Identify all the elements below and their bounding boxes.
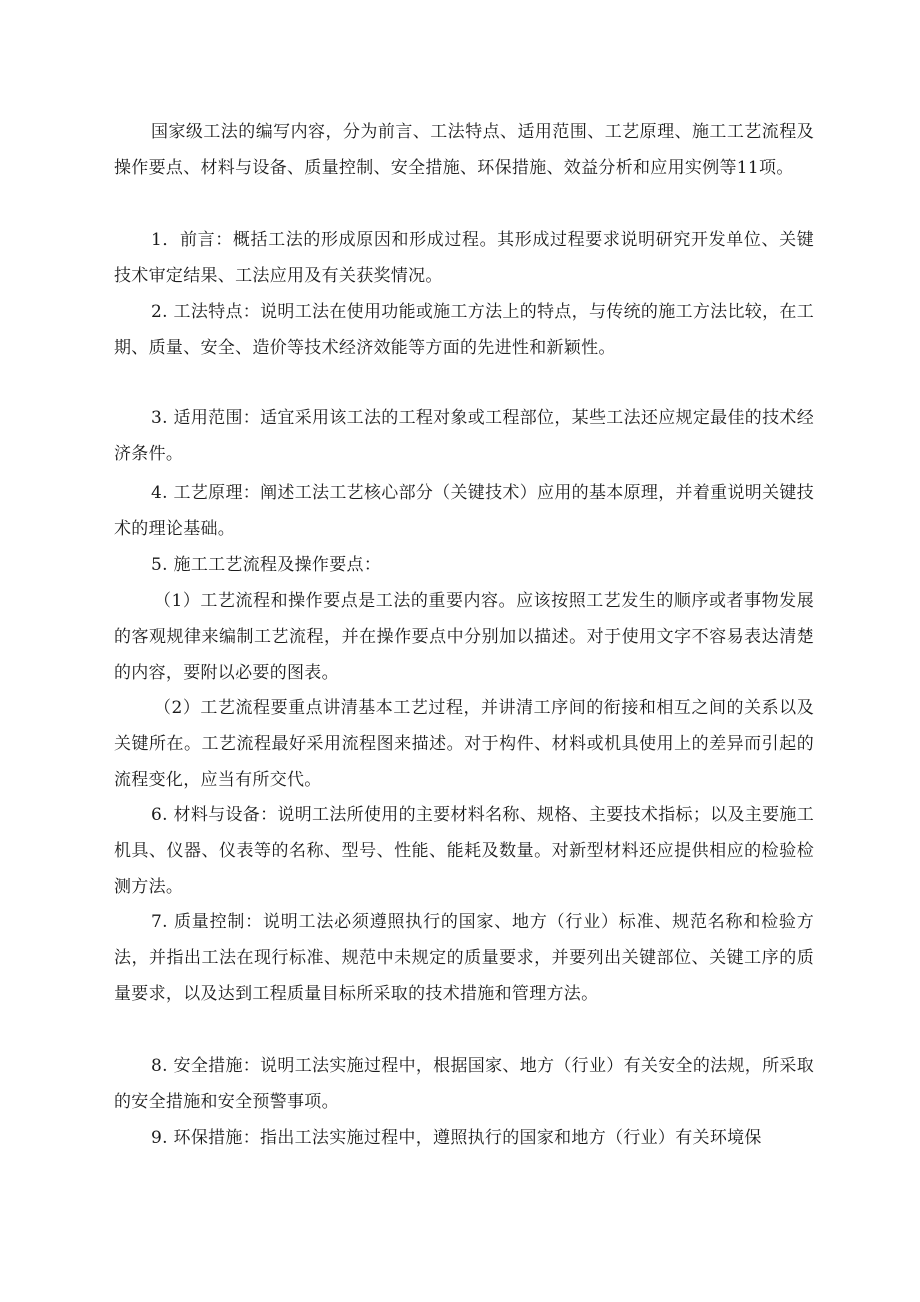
section-7-quality: 7. 质量控制：说明工法必须遵照执行的国家、地方（行业）标准、规范名称和检验方法，并指出工法在现行标准、规范中未规定的质量要求，并要列出关键部位、关键工序的质量要求，以及达到工程质量目标所采取的技术措施和管理方法。 (114, 912, 814, 1004)
intro-paragraph: 国家级工法的编写内容，分为前言、工法特点、适用范围、工艺原理、施工工艺流程及操作要点、材料与设备、质量控制、安全措施、环保措施、效益分析和应用实例等11项。 (114, 122, 814, 178)
section-5-item-2: （2）工艺流程要重点讲清基本工艺过程，并讲清工序间的衔接和相互之间的关系以及关键所在。工艺流程最好采用流程图来描述。对于构件、材料或机具使用上的差异而引起的流程变化，应当有所交代。 (114, 698, 814, 790)
section-5-heading: 5. 施工工艺流程及操作要点： (151, 555, 382, 575)
section-1-preface: 1．前言：概括工法的形成原因和形成过程。其形成过程要求说明研究开发单位、关键技术审定结果、工法应用及有关获奖情况。 (114, 230, 814, 286)
section-8-safety: 8. 安全措施：说明工法实施过程中，根据国家、地方（行业）有关安全的法规，所采取的安全措施和安全预警事项。 (114, 1056, 814, 1112)
section-2-features: 2. 工法特点：说明工法在使用功能或施工方法上的特点，与传统的施工方法比较，在工期、质量、安全、造价等技术经济效能等方面的先进性和新颖性。 (114, 302, 814, 358)
section-6-materials: 6. 材料与设备：说明工法所使用的主要材料名称、规格、主要技术指标；以及主要施工机具、仪器、仪表等的名称、型号、性能、能耗及数量。对新型材料还应提供相应的检验检测方法。 (114, 805, 814, 897)
section-4-principle: 4. 工艺原理：阐述工法工艺核心部分（关键技术）应用的基本原理，并着重说明关键技术的理论基础。 (114, 483, 814, 539)
section-3-scope: 3. 适用范围：适宜采用该工法的工程对象或工程部位，某些工法还应规定最佳的技术经济条件。 (114, 408, 814, 464)
section-9-environment: 9. 环保措施：指出工法实施过程中，遵照执行的国家和地方（行业）有关环境保 (151, 1128, 762, 1148)
section-5-item-1: （1）工艺流程和操作要点是工法的重要内容。应该按照工艺发生的顺序或者事物发展的客观规律来编制工艺流程，并在操作要点中分别加以描述。对于使用文字不容易表达清楚的内容，要附以必要的图表。 (114, 591, 814, 683)
